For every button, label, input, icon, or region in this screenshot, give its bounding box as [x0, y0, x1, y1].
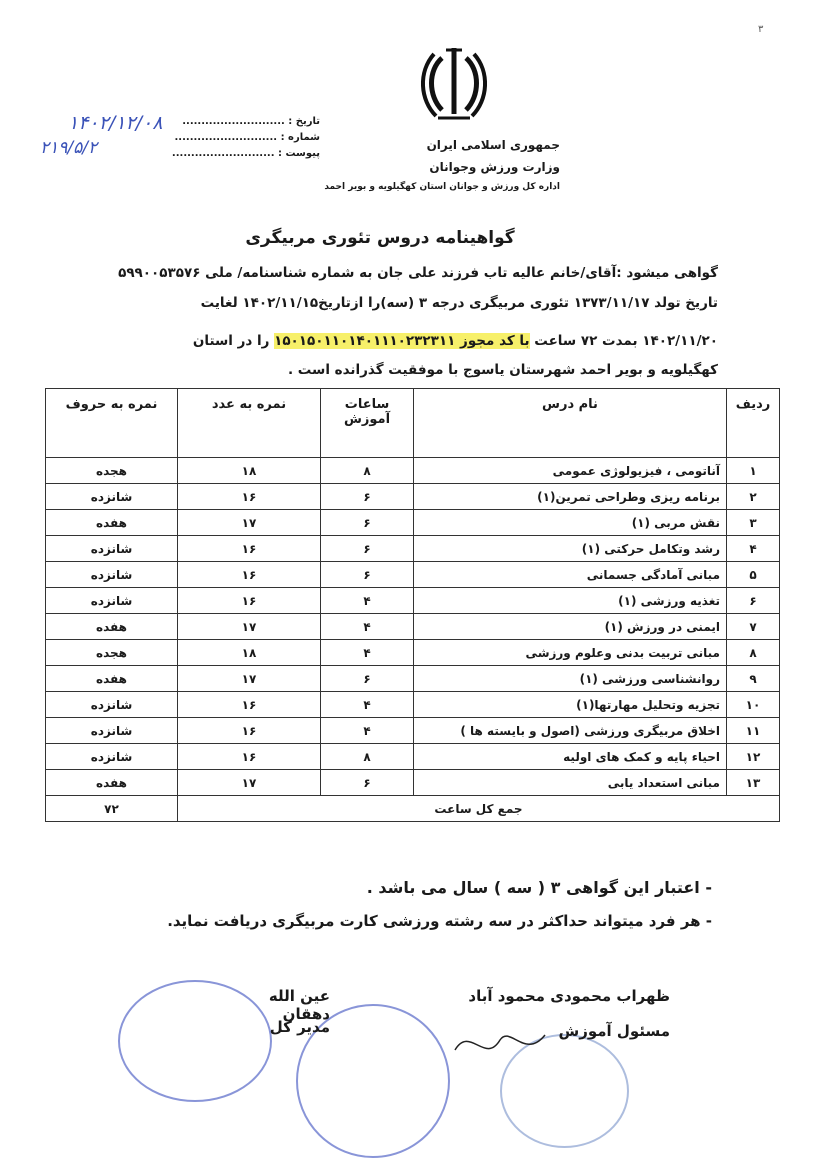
- score-number: ۱۶: [178, 588, 321, 614]
- header-ministry: وزارت ورزش وجوانان: [429, 160, 560, 174]
- row-number: ۸: [727, 640, 780, 666]
- row-number: ۹: [727, 666, 780, 692]
- course-hours: ۸: [321, 744, 414, 770]
- score-words: شانزده: [46, 718, 178, 744]
- total-value: ۷۲: [46, 796, 178, 822]
- row-number: ۷: [727, 614, 780, 640]
- row-number: ۱۱: [727, 718, 780, 744]
- limit-note: - هر فرد میتواند حداکثر در سه رشته ورزشی کارت مربیگری دریافت نماید.: [167, 912, 712, 930]
- score-number: ۱۶: [178, 692, 321, 718]
- score-words: شانزده: [46, 562, 178, 588]
- table-row: [46, 588, 780, 614]
- document-meta: تاریخ : ........................... شماره : ........................... پیوست : ...........................: [171, 116, 320, 159]
- score-words: شانزده: [46, 484, 178, 510]
- course-name: آناتومی ، فیزیولوژی عمومی: [414, 458, 727, 484]
- score-words: هفده: [46, 666, 178, 692]
- table-row: [46, 562, 780, 588]
- signature-scribble: [450, 1020, 550, 1070]
- body-line-3-end: را در استان: [192, 333, 275, 349]
- table-row: [46, 614, 780, 640]
- score-words: هجده: [46, 640, 178, 666]
- table-row: [46, 744, 780, 770]
- score-number: ۱۸: [178, 640, 321, 666]
- table-row: [46, 484, 780, 510]
- table-row: [46, 718, 780, 744]
- course-name: مبانی استعداد یابی: [414, 770, 727, 796]
- row-number: ۶: [727, 588, 780, 614]
- body-line-1: گواهی میشود :آقای/خانم عالیه تاب فرزند علی جان به شماره شناسنامه/ ملی ۵۹۹۰۰۵۳۵۷۶: [118, 265, 718, 281]
- course-name: رشد وتکامل حرکتی (۱): [414, 536, 727, 562]
- score-words: هجده: [46, 458, 178, 484]
- course-name: تجزیه وتحلیل مهارتها(۱): [414, 692, 727, 718]
- table-row: [46, 666, 780, 692]
- validity-note: - اعتبار این گواهی ۳ ( سه ) سال می باشد .: [366, 878, 712, 897]
- course-hours: ۶: [321, 666, 414, 692]
- attachment-label: پیوست :: [277, 148, 320, 159]
- table-row: [46, 692, 780, 718]
- number-label: شماره :: [280, 132, 320, 143]
- score-number: ۱۷: [178, 666, 321, 692]
- score-words: هفده: [46, 770, 178, 796]
- table-row: [46, 458, 780, 484]
- row-number: ۱۳: [727, 770, 780, 796]
- course-name: تغذیه ورزشی (۱): [414, 588, 727, 614]
- score-number: ۱۷: [178, 510, 321, 536]
- training-officer-title: مسئول آموزش: [558, 1022, 670, 1040]
- score-words: شانزده: [46, 536, 178, 562]
- row-number: ۳: [727, 510, 780, 536]
- course-name: روانشناسی ورزشی (۱): [414, 666, 727, 692]
- course-hours: ۴: [321, 692, 414, 718]
- course-name: مبانی آمادگی جسمانی: [414, 562, 727, 588]
- header-office: اداره کل ورزش و جوانان استان کهگیلویه و بویر احمد: [324, 182, 560, 192]
- score-words: شانزده: [46, 744, 178, 770]
- license-code-highlight: با کد مجوز ۱۵۰۱۵۰۱۱۰۱۴۰۱۱۱۰۲۳۲۳۱۱: [274, 333, 530, 349]
- body-line-3-start: ۱۴۰۲/۱۱/۲۰ بمدت ۷۲ ساعت: [529, 333, 718, 349]
- iran-emblem-icon: [418, 44, 490, 124]
- page-number: ۳: [758, 24, 764, 35]
- score-words: شانزده: [46, 692, 178, 718]
- course-hours: ۴: [321, 640, 414, 666]
- score-number: ۱۶: [178, 718, 321, 744]
- course-name: برنامه ریزی وطراحی تمرین(۱): [414, 484, 727, 510]
- table-row: [46, 510, 780, 536]
- course-hours: ۴: [321, 614, 414, 640]
- course-hours: ۶: [321, 536, 414, 562]
- score-words: شانزده: [46, 588, 178, 614]
- score-number: ۱۸: [178, 458, 321, 484]
- row-number: ۱: [727, 458, 780, 484]
- body-line-3: [96, 326, 718, 357]
- table-header-row: [46, 389, 780, 458]
- handwritten-date: ۱۴۰۲/۱۲/۰۸: [68, 112, 163, 134]
- table-row: [46, 536, 780, 562]
- course-name: احیاء پایه و کمک های اولیه: [414, 744, 727, 770]
- course-name: نقش مربی (۱): [414, 510, 727, 536]
- score-number: ۱۶: [178, 744, 321, 770]
- row-number: ۵: [727, 562, 780, 588]
- row-number: ۲: [727, 484, 780, 510]
- table-row: [46, 640, 780, 666]
- courses-table: [45, 388, 780, 822]
- date-label: تاریخ :: [288, 116, 320, 127]
- score-number: ۱۶: [178, 536, 321, 562]
- course-name: مبانی تربیت بدنی وعلوم ورزشی: [414, 640, 727, 666]
- director-title: مدیر کل: [269, 1018, 330, 1036]
- course-name: ایمنی در ورزش (۱): [414, 614, 727, 640]
- training-officer-name: ظهراب محمودی محمود آباد: [468, 987, 670, 1005]
- total-row: [46, 796, 780, 822]
- score-number: ۱۷: [178, 770, 321, 796]
- course-hours: ۴: [321, 718, 414, 744]
- header-course-name: نام درس: [414, 389, 727, 458]
- course-hours: ۶: [321, 562, 414, 588]
- row-number: ۱۰: [727, 692, 780, 718]
- score-number: ۱۶: [178, 562, 321, 588]
- score-words: هفده: [46, 614, 178, 640]
- header-score-number: نمره به عدد: [178, 389, 321, 458]
- score-words: هفده: [46, 510, 178, 536]
- body-line-2: تاریخ تولد ۱۳۷۳/۱۱/۱۷ تئوری مربیگری درجه ۳ (سه)را ازتاریخ۱۴۰۲/۱۱/۱۵ لغایت: [200, 295, 718, 311]
- header-country: جمهوری اسلامی ایران: [426, 138, 560, 152]
- score-number: ۱۷: [178, 614, 321, 640]
- handwritten-number: ۲۱۹/۵/۲: [40, 138, 98, 158]
- director-name: عین الله دهقان: [268, 987, 330, 1023]
- row-number: ۱۲: [727, 744, 780, 770]
- course-hours: ۶: [321, 770, 414, 796]
- table-row: [46, 770, 780, 796]
- course-hours: ۸: [321, 458, 414, 484]
- course-hours: ۴: [321, 588, 414, 614]
- course-hours: ۶: [321, 484, 414, 510]
- header-row-number: ردیف: [727, 389, 780, 458]
- course-name: اخلاق مربیگری ورزشی (اصول و بایسته ها ): [414, 718, 727, 744]
- certificate-title: گواهینامه دروس تئوری مربیگری: [245, 228, 515, 248]
- row-number: ۴: [727, 536, 780, 562]
- total-label: جمع کل ساعت: [178, 796, 780, 822]
- header-hours: ساعات آموزش: [321, 389, 414, 458]
- body-line-4: کهگیلویه و بویر احمد شهرستان یاسوج با موفقیت گذرانده است .: [287, 362, 718, 378]
- header-score-words: نمره به حروف: [46, 389, 178, 458]
- course-hours: ۶: [321, 510, 414, 536]
- score-number: ۱۶: [178, 484, 321, 510]
